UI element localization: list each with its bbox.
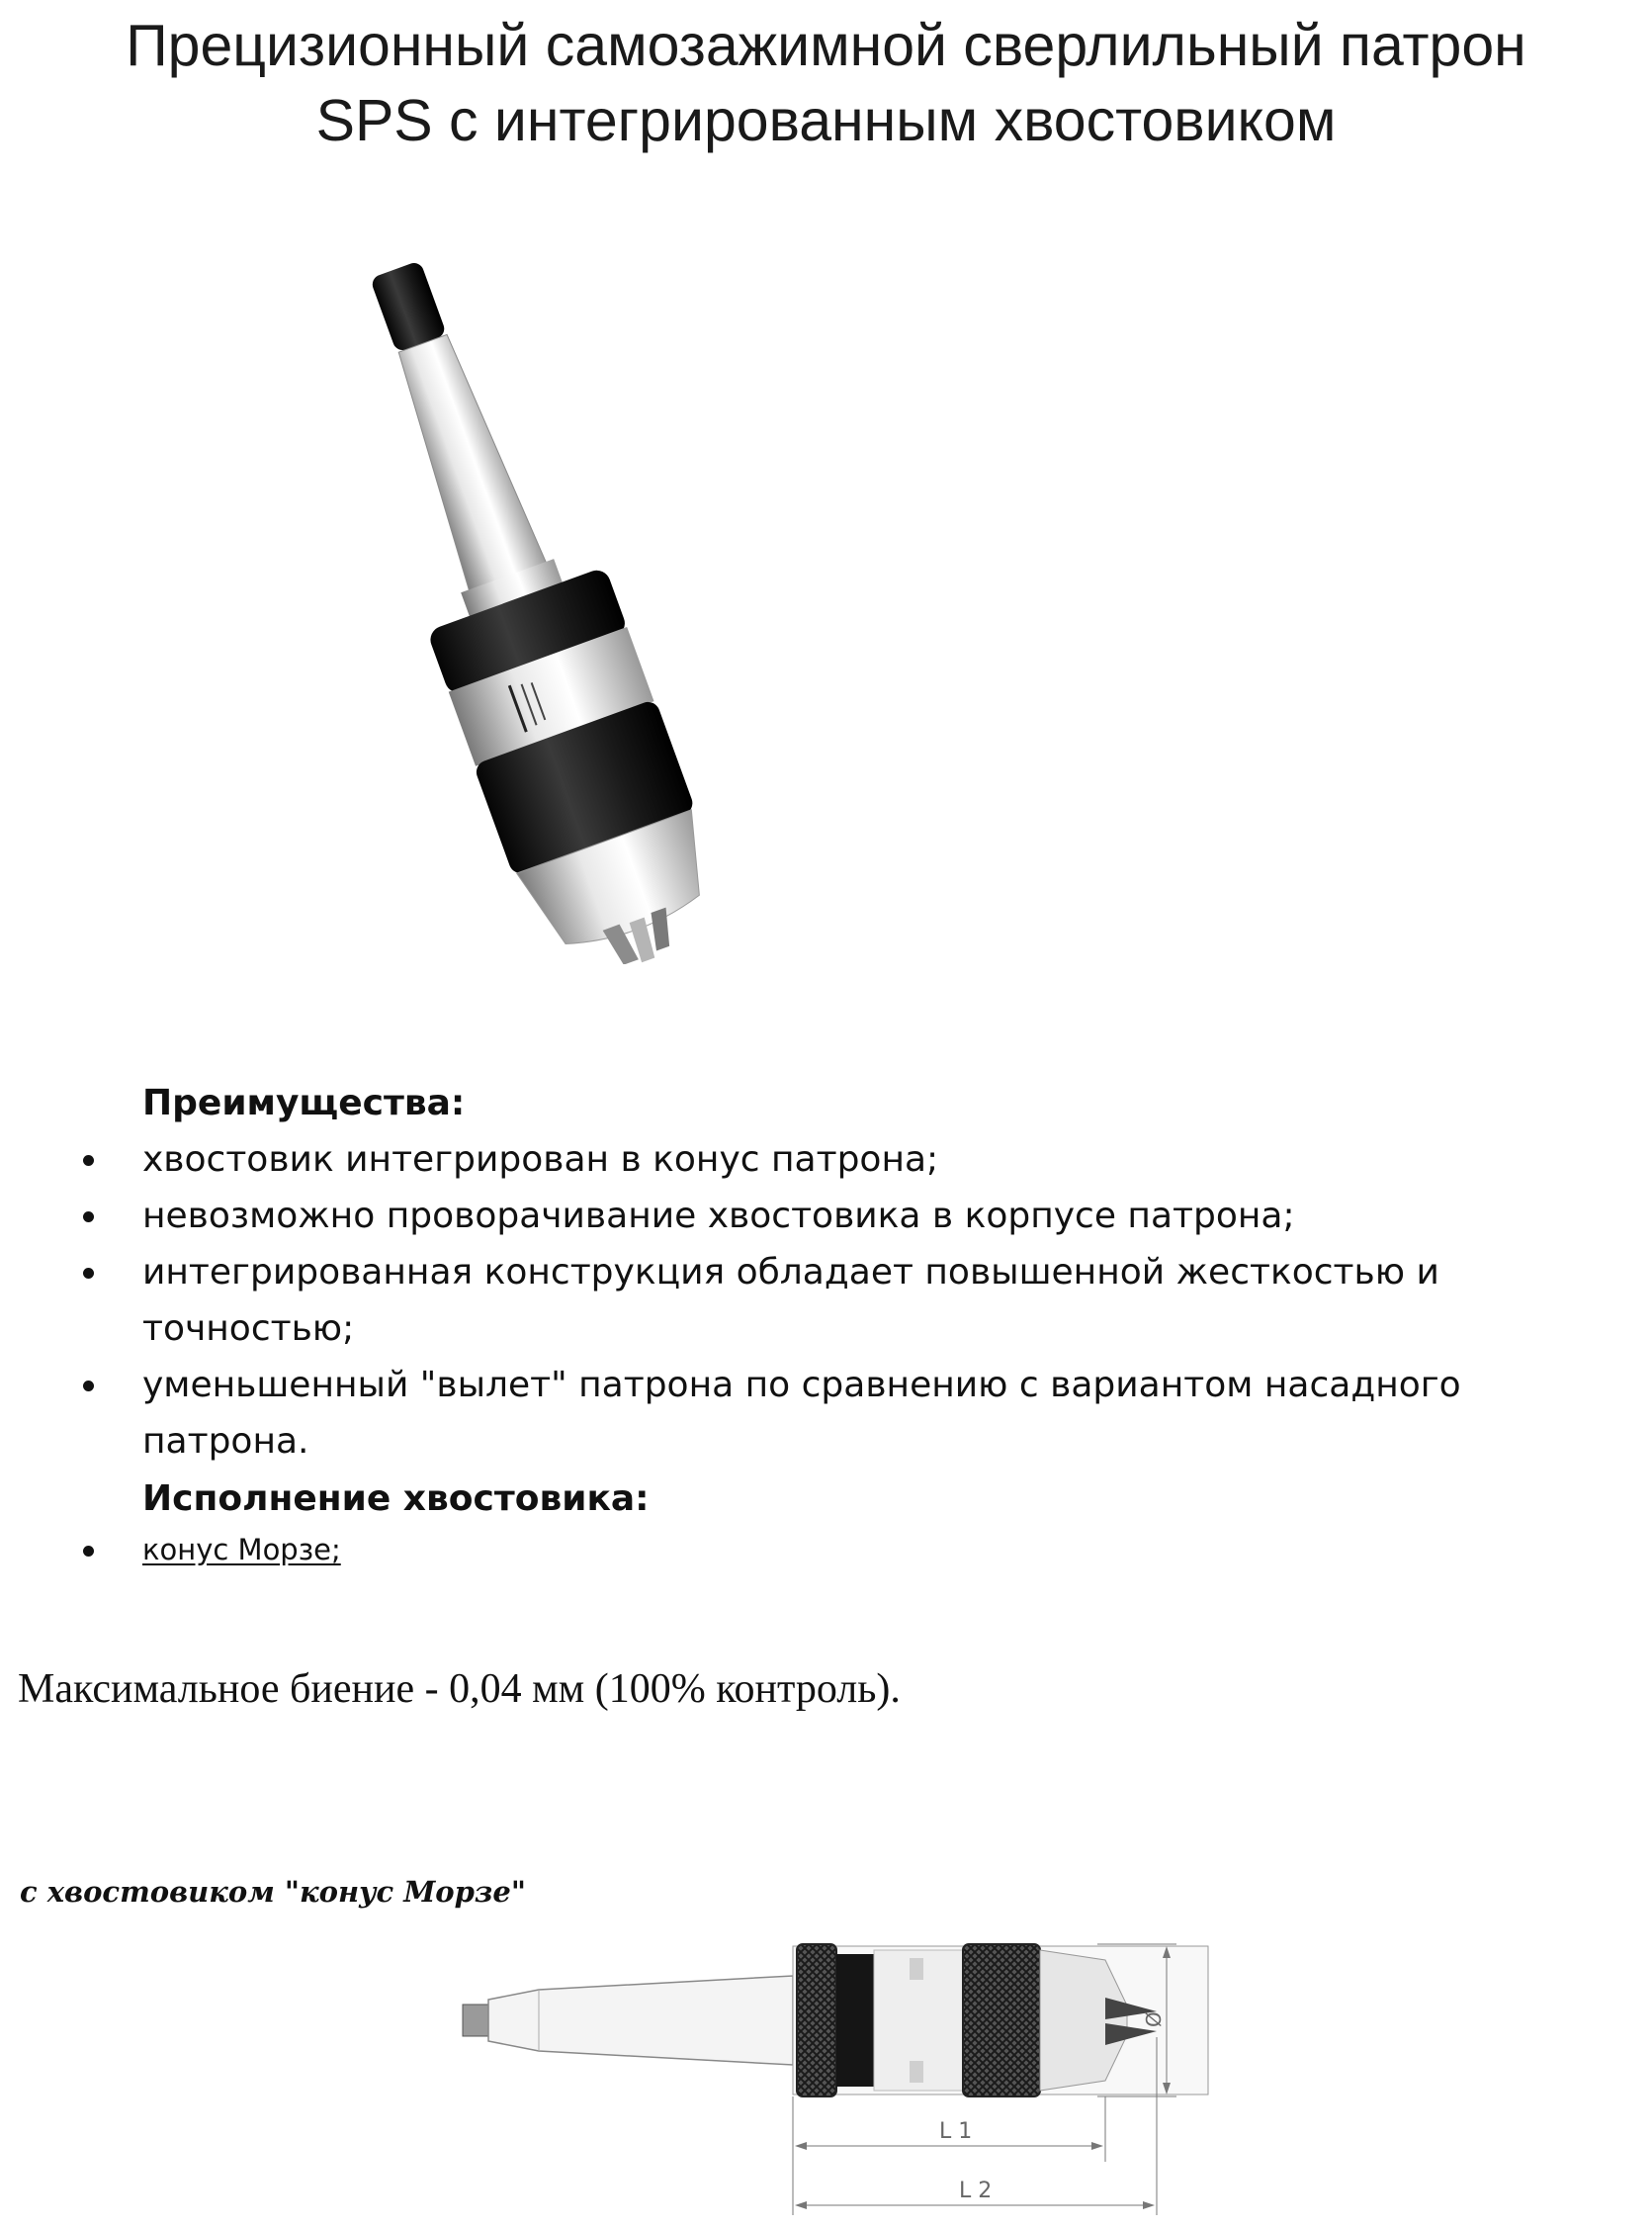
page-title bbox=[0, 8, 1652, 158]
morse-taper-link[interactable]: конус Морзе; bbox=[142, 1533, 341, 1566]
list-item: невозможно проворачивание хвостовика в корпусе патрона; bbox=[0, 1188, 1546, 1244]
advantages-list bbox=[0, 1131, 1546, 1470]
shank-heading: Исполнение хвостовика: bbox=[142, 1478, 650, 1519]
list-item bbox=[0, 1526, 1546, 1573]
l2-label: L 2 bbox=[959, 2179, 993, 2203]
shank-list bbox=[0, 1526, 1546, 1573]
title-line-2: SPS с интегрированным хвостовиком bbox=[315, 88, 1337, 153]
list-item: уменьшенный "вылет" патрона по сравнению с вариантом насадного патрона. bbox=[0, 1357, 1546, 1470]
title-line-1: Прецизионный самозажимной сверлильный патрон bbox=[126, 13, 1526, 78]
list-item: интегрированная конструкция обладает повышенной жесткостью и точностью; bbox=[0, 1244, 1546, 1357]
diameter-label: Ø bbox=[1142, 2011, 1166, 2027]
advantages-heading: Преимущества: bbox=[142, 1083, 466, 1123]
drill-chuck-photo bbox=[277, 252, 791, 964]
drawing-caption: с хвостовиком "конус Морзе" bbox=[20, 1875, 526, 1909]
technical-drawing bbox=[445, 1928, 1216, 2225]
l1-label: L 1 bbox=[939, 2119, 973, 2144]
list-item: хвостовик интегрирован в конус патрона; bbox=[0, 1131, 1546, 1188]
max-runout-text: Максимальное биение - 0,04 мм (100% контроль). bbox=[18, 1666, 901, 1712]
